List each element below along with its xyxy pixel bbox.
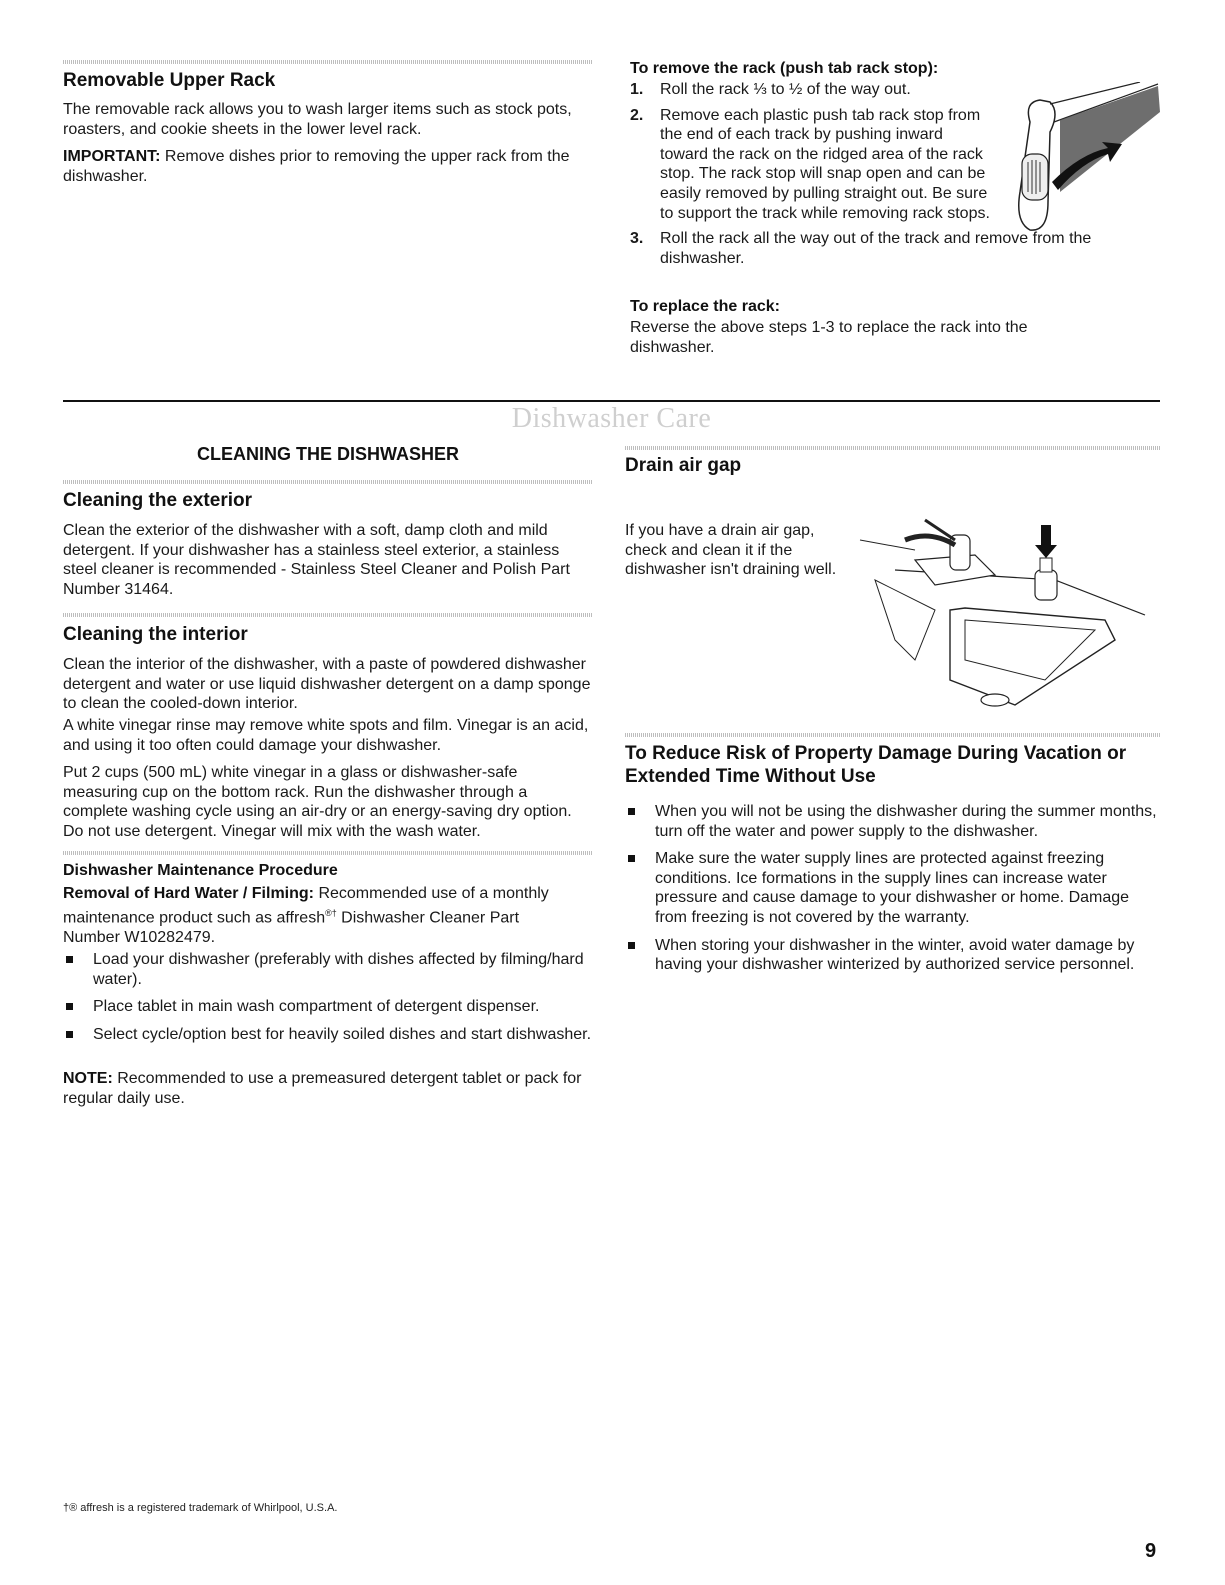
removal-text-b: Dishwasher Cleaner Part Number W10282479. [63, 908, 520, 946]
section-title: Dishwasher Care [511, 403, 712, 434]
exterior-text: Clean the exterior of the dishwasher with a soft, damp cloth and mild detergent. If your dishwasher has a stainless steel exterior, a stainless steel cleaner is recommended - Stainless Steel Cleaner and Polish Part Number 31464. [63, 522, 570, 598]
bullet-icon [66, 1003, 73, 1010]
bullet-icon [66, 1031, 73, 1038]
bullet-text: Make sure the water supply lines are protected against freezing conditions. Ice formations in the supply lines can increase water pressure and cause damage to your dishwasher or home. Damage from freezing is not covered by the warranty. [655, 850, 1130, 926]
bullet-text: When you will not be using the dishwasher during the summer months, turn off the water and power supply to the dishwasher. [655, 803, 1157, 840]
step-1-number: 1. [630, 81, 644, 98]
bullet-icon [628, 942, 635, 949]
exterior-heading: Cleaning the exterior [63, 490, 252, 511]
cleaning-title: CLEANING THE DISHWASHER [196, 444, 459, 464]
drain-air-gap-illustration [855, 500, 1155, 720]
trademark-mark: ®† [325, 907, 337, 918]
list-item [63, 950, 593, 989]
interior-heading: Cleaning the interior [63, 624, 248, 645]
maintenance-heading: Dishwasher Maintenance Procedure [63, 862, 338, 879]
interior-paragraph-1: Clean the interior of the dishwasher, with a paste of powdered dishwasher detergent and water or use liquid dishwasher detergent on a damp sponge to clean the cooled-down interior. [63, 656, 591, 713]
step-2-number: 2. [630, 106, 644, 124]
maintenance-bullets [63, 950, 593, 1052]
interior-paragraph-2: A white vinegar rinse may remove white spots and film. Vinegar is an acid, and using it too often could damage your dishwasher. [63, 717, 589, 754]
step-2 [630, 106, 990, 224]
remove-rack-heading: To remove the rack (push tab rack stop): [630, 60, 939, 77]
removal-text-a: Recommended use of a monthly maintenance product such as affresh [63, 885, 549, 926]
maintenance-note [63, 1069, 583, 1108]
upper-rack-important [63, 147, 573, 186]
step-1-text: Roll the rack ⅓ to ½ of the way out. [660, 81, 911, 98]
bullet-icon [66, 956, 73, 963]
step-3-number: 3. [630, 230, 644, 248]
removal-label: Removal of Hard Water / Filming: [63, 885, 314, 902]
replace-rack-heading: To replace the rack: [630, 298, 780, 315]
divider-rule [63, 851, 593, 855]
vacation-heading: To Reduce Risk of Property Damage During Vacation or Extended Time Without Use [625, 743, 1127, 787]
footnote: †® affresh is a registered trademark of Whirlpool, U.S.A. [63, 1502, 338, 1514]
interior-paragraph-3: Put 2 cups (500 mL) white vinegar in a glass or dishwasher-safe measuring cup on the bottom rack. Run the dishwasher through a complete washing cycle using an air-dry or an energy-saving dry option. Do not use detergent. Vinegar will mix with the wash water. [63, 764, 572, 840]
bullet-text: Load your dishwasher (preferably with dishes affected by filming/hard water). [93, 951, 584, 988]
divider-rule [625, 446, 1160, 450]
page-number: 9 [1145, 1540, 1157, 1562]
bullet-text: When storing your dishwasher in the winter, avoid water damage by having your dishwasher winterized by authorized service personnel. [655, 936, 1135, 974]
important-text: Remove dishes prior to removing the upper rack from the dishwasher. [63, 148, 570, 185]
list-item [625, 802, 1160, 841]
note-text: Recommended to use a premeasured detergent tablet or pack for regular daily use. [63, 1070, 582, 1107]
rack-stop-illustration [1010, 82, 1170, 242]
vacation-bullets [625, 802, 1160, 983]
divider-rule [63, 480, 593, 484]
upper-rack-paragraph: The removable rack allows you to wash larger items such as stock pots, roasters, and cookie sheets in the lower level rack. [63, 101, 572, 138]
step-3-text: Roll the rack all the way out of the track and remove from the dishwasher. [660, 230, 1092, 267]
divider-rule [63, 60, 593, 64]
maintenance-removal [63, 884, 563, 947]
drain-text: If you have a drain air gap, check and clean it if the dishwasher isn't draining well. [625, 522, 837, 579]
list-item [625, 849, 1160, 927]
bullet-icon [628, 808, 635, 815]
section-divider [63, 400, 1160, 402]
note-label: NOTE: [63, 1070, 113, 1087]
replace-rack-text: Reverse the above steps 1-3 to replace the rack into the dishwasher. [630, 319, 1028, 356]
divider-rule [625, 733, 1160, 737]
important-label: IMPORTANT: [63, 148, 161, 165]
divider-rule [63, 613, 593, 617]
list-item [63, 1025, 593, 1045]
step-2-text: Remove each plastic push tab rack stop from the end of each track by pushing inward toward the rack on the ridged area of the rack stop. The rack stop will snap open and can be easily removed by pulling straight out. Be sure to support the track while removing rack stops. [660, 106, 990, 222]
bullet-icon [628, 855, 635, 862]
list-item [63, 997, 593, 1017]
bullet-text: Place tablet in main wash compartment of detergent dispenser. [93, 998, 540, 1016]
list-item [625, 936, 1160, 975]
drain-heading: Drain air gap [625, 455, 742, 476]
upper-rack-heading: Removable Upper Rack [63, 70, 276, 91]
bullet-text: Select cycle/option best for heavily soiled dishes and start dishwasher. [93, 1025, 592, 1043]
